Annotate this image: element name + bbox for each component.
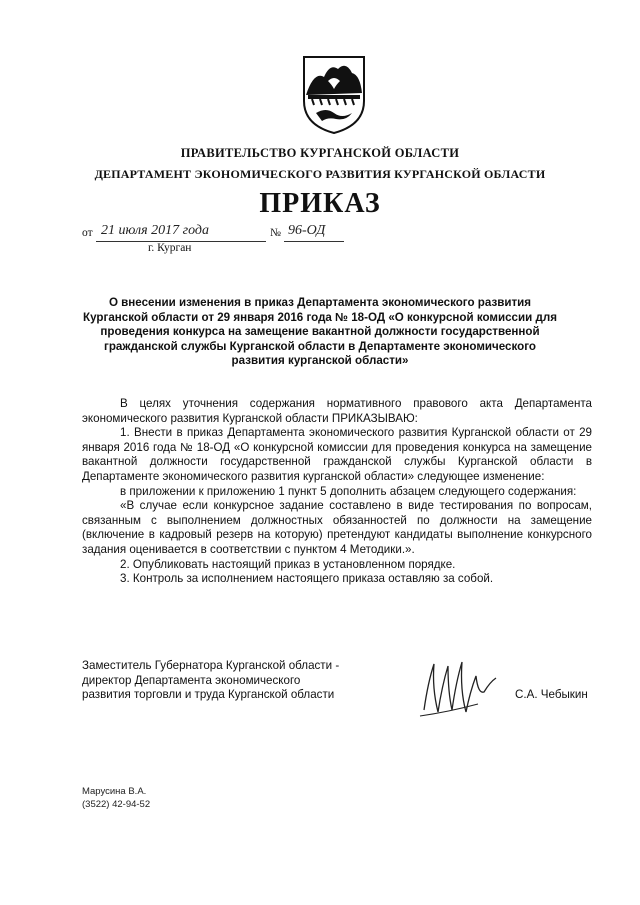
signatory-position: [82, 659, 339, 703]
executor-phone: (3522) 42-94-52: [82, 798, 151, 810]
body-paragraph-item-2: 2. Опубликовать настоящий приказ в установленном порядке.: [120, 557, 456, 571]
document-type-title: ПРИКАЗ: [259, 188, 381, 219]
body-paragraph-amendment: в приложении к приложению 1 пункт 5 дополнить абзацем следующего содержания:: [120, 484, 577, 498]
body-paragraph-item-3: 3. Контроль за исполнением настоящего приказа оставляю за собой.: [120, 572, 494, 586]
number-underline: [284, 241, 344, 242]
document-body: [82, 397, 592, 587]
signatory-line-3: развития торговли и труда Курганской области: [82, 688, 335, 702]
body-paragraph-quoted-text: «В случае если конкурсное задание составлено в виде тестирования по вопросам, связанным с выполнением должностных обязанностей по должности на замещение (включение в кадровый резерв на которую) претендуют кандидаты выполнение конкурсного задания оценивается в соответствии с пунктом 4 Методики.».: [82, 499, 592, 556]
city-label: г. Курган: [148, 242, 192, 254]
executor-info: [82, 786, 150, 811]
coat-of-arms-emblem: [302, 55, 366, 135]
number-prefix: №: [270, 227, 281, 239]
handwritten-signature: [418, 652, 500, 722]
government-name: ПРАВИТЕЛЬСТВО КУРГАНСКОЙ ОБЛАСТИ: [180, 146, 460, 160]
document-subject-title: О внесении изменения в приказ Департамента экономического развития Курганской области от 29 января 2016 года № 18-ОД «О конкурсной комиссии для проведения конкурса на замещение вакантной должности государственной гражданской службы Курганской области в Департаменте экономического развития курганской области»: [83, 296, 557, 368]
executor-name: Марусина В.А.: [82, 786, 147, 797]
body-paragraph-preamble: В целях уточнения содержания нормативного правового акта Департамента экономического развития Курганской области ПРИКАЗЫВАЮ:: [82, 397, 592, 425]
signatory-line-2: директор Департамента экономического: [82, 673, 301, 687]
number-handwritten: 96-ОД: [288, 223, 326, 238]
date-handwritten: 21 июля 2017 года: [101, 223, 209, 238]
date-prefix: от: [82, 227, 93, 239]
signatory-name: С.А. Чебыкин: [515, 688, 588, 701]
body-paragraph-item-1: 1. Внести в приказ Департамента экономического развития Курганской области от 29 января 2016 года № 18-ОД «О конкурсной комиссии для проведения конкурса на замещение вакантной должности государственной гражданской службы Курганской области в Департаменте экономического развития курганской области» следующее изменение:: [82, 426, 592, 483]
department-name: ДЕПАРТАМЕНТ ЭКОНОМИЧЕСКОГО РАЗВИТИЯ КУРГАНСКОЙ ОБЛАСТИ: [94, 167, 546, 181]
signatory-line-1: Заместитель Губернатора Курганской области -: [82, 659, 340, 672]
